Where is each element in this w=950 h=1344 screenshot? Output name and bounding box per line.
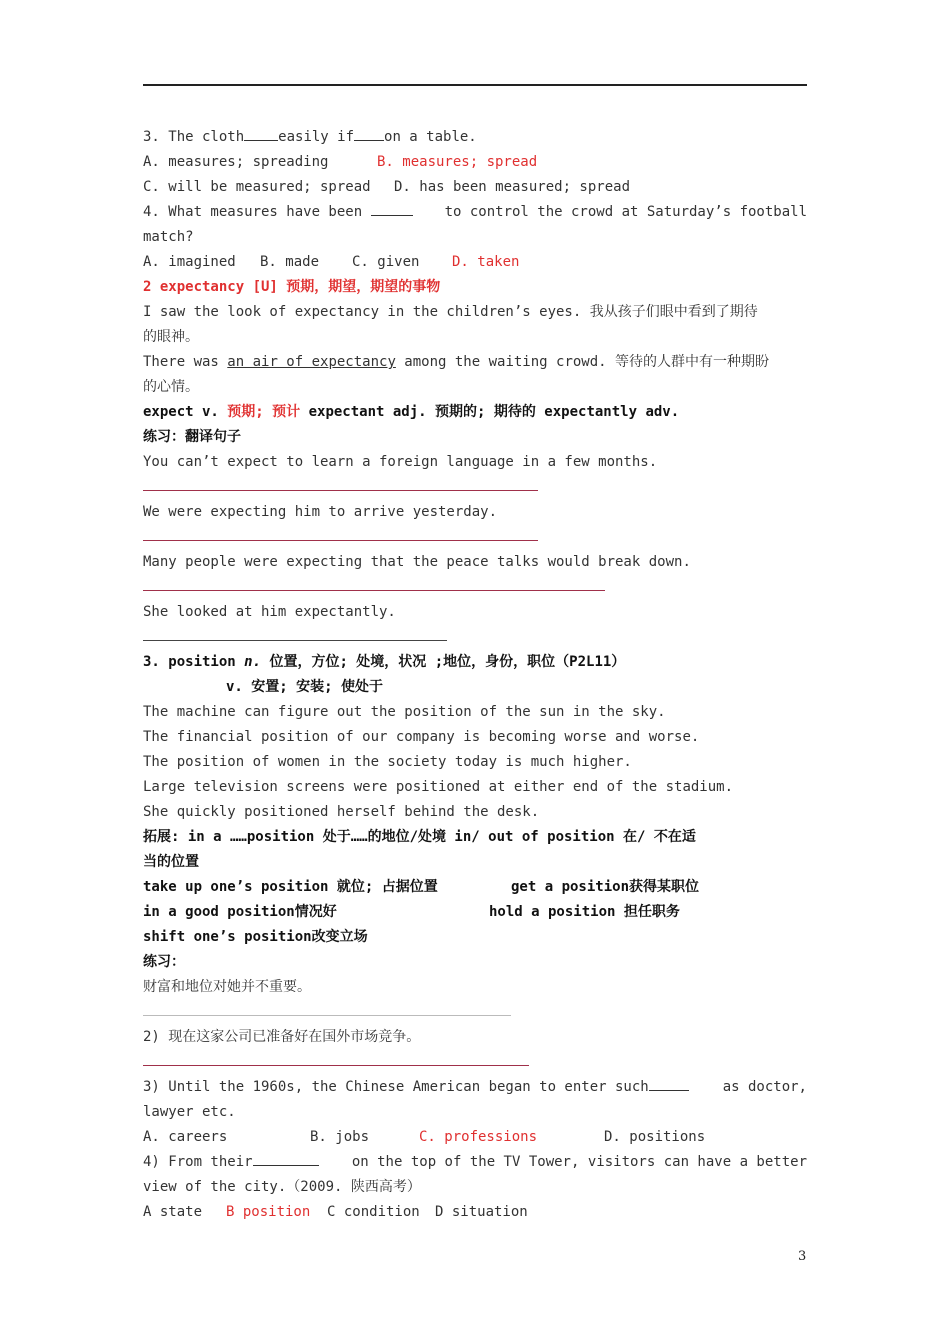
answer-line-1[interactable] [143,475,807,500]
position-practice-4-options [143,1200,807,1225]
translate-sentence-4: She looked at him expectantly. [143,604,396,620]
translate-sentence-3: Many people were expecting that the peace talks would break down. [143,554,691,570]
expectancy-practice-label: 练习：翻译句子 [143,429,241,445]
q3-blank-1[interactable] [244,126,278,141]
position-practice-4: 4) From their on the top of the TV Tower, visitors can have a better [143,1150,807,1175]
position-verb-meaning: v. 安置; 安装; 使处于 [226,679,384,695]
p3-option-b[interactable]: B. jobs [310,1129,370,1145]
q4-option-b[interactable]: B. made [260,254,320,270]
q3-options-row-1 [143,150,807,175]
p3-blank[interactable] [649,1076,689,1091]
expectancy-word-forms: expect v. 预期; 预计 expectant adj. 预期的; 期待的 expectantly adv. [143,404,680,420]
position-practice-3: 3) Until the 1960s, the Chinese American began to enter such as doctor, [143,1075,807,1100]
q3-option-d[interactable]: D. has been measured; spread [394,179,631,195]
q4-options [143,250,807,275]
p3-option-c-answer[interactable]: C. professions [419,1129,538,1145]
p3-option-d[interactable]: D. positions [604,1129,706,1145]
expectancy-heading: 2 expectancy [U] 预期，期望，期望的事物 [143,279,441,295]
p4-option-b-answer[interactable]: B position [226,1204,311,1220]
q3-options-row-2 [143,175,807,200]
position-extension-1: 拓展: in a ……position 处于……的地位/处境 in/ out of position 在/ 不在适 [143,829,696,845]
answer-line-4[interactable] [143,625,807,650]
header-rule [143,84,807,86]
q4-stem-line-2: match? [143,229,194,245]
p3-option-a[interactable]: A. careers [143,1129,228,1145]
answer-line-2[interactable] [143,525,807,550]
position-example-4: Large television screens were positioned at either end of the stadium. [143,779,734,795]
q3-blank-2[interactable] [354,126,384,141]
page-number: 3 [798,1249,807,1264]
position-practice-1: 财富和地位对她并不重要。 [143,979,311,995]
expectancy-example-2-cont: 的心情。 [143,379,199,395]
p4-option-a[interactable]: A state [143,1204,203,1220]
position-example-1: The machine can figure out the position of the sun in the sky. [143,704,666,720]
position-practice-4-cont: view of the city.（2009. 陕西高考） [143,1179,421,1195]
q3-option-c[interactable]: C. will be measured; spread [143,179,371,195]
position-heading: 3. position n. 位置，方位; 处境，状况 ;地位，身份，职位（P2L11） [143,654,626,670]
position-practice-3-cont: lawyer etc. [143,1104,236,1120]
position-extension-5: shift one’s position改变立场 [143,929,368,945]
expectancy-example-1: I saw the look of expectancy in the children’s eyes. 我从孩子们眼中看到了期待 [143,304,758,320]
position-practice-2: 2) 现在这家公司已准备好在国外市场竞争。 [143,1029,421,1045]
p4-blank[interactable] [253,1151,319,1166]
q3-option-b-answer[interactable]: B. measures; spread [377,154,538,170]
q3-option-a[interactable]: A. measures; spreading [143,154,329,170]
answer-line-6[interactable] [143,1050,807,1075]
q4-option-d-answer[interactable]: D. taken [452,254,520,270]
position-practice-label: 练习： [143,954,185,970]
p4-option-c[interactable]: C condition [327,1204,420,1220]
expectancy-example-1-cont: 的眼神。 [143,329,199,345]
q4-option-a[interactable]: A. imagined [143,254,236,270]
q4-stem: 4. What measures have been to control the crowd at Saturday’s football [143,200,807,225]
position-example-5: She quickly positioned herself behind the desk. [143,804,540,820]
translate-sentence-1: You can’t expect to learn a foreign language in a few months. [143,454,658,470]
worksheet-body [143,125,807,1225]
p4-option-d[interactable]: D situation [435,1204,528,1220]
position-practice-3-options [143,1125,807,1150]
answer-line-3[interactable] [143,575,807,600]
position-example-3: The position of women in the society today is much higher. [143,754,632,770]
q4-option-c[interactable]: C. given [352,254,420,270]
q4-blank[interactable] [371,201,413,216]
translate-sentence-2: We were expecting him to arrive yesterday. [143,504,498,520]
q3-stem: 3. The cloth easily if on a table. [143,125,807,150]
answer-line-5[interactable] [143,1000,807,1025]
position-extension-2: 当的位置 [143,854,199,870]
position-example-2: The financial position of our company is becoming worse and worse. [143,729,700,745]
position-extension-3: take up one’s position 就位; 占据位置 get a position获得某职位 [143,879,700,895]
expectancy-example-2: There was an air of expectancy among the waiting crowd. 等待的人群中有一种期盼 [143,354,770,370]
position-extension-4: in a good position情况好 hold a position 担任职务 [143,904,680,920]
